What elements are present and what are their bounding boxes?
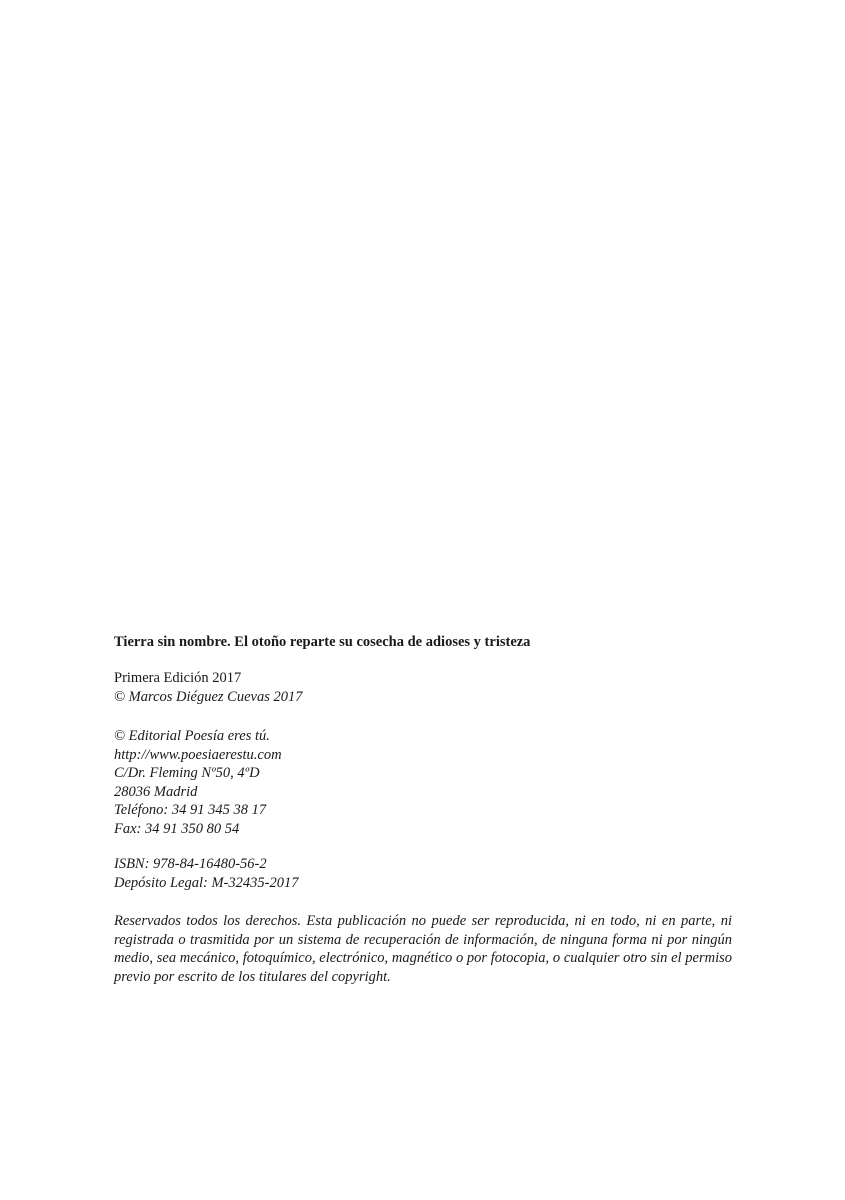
publisher-block	[114, 727, 732, 838]
edition-block	[114, 669, 732, 706]
book-title: Tierra sin nombre. El otoño reparte su cosecha de adioses y tristeza	[114, 634, 531, 650]
publisher-name: © Editorial Poesía eres tú.	[114, 728, 270, 744]
publisher-fax: Fax: 34 91 350 80 54	[114, 820, 240, 837]
publisher-phone: Teléfono: 34 91 345 38 17	[114, 802, 267, 818]
publisher-address-city: 28036 Madrid	[114, 783, 198, 800]
isbn-line: ISBN: 978-84-16480-56-2	[114, 856, 267, 872]
edition-line: Primera Edición 2017	[114, 670, 242, 686]
publisher-website: http://www.poesiaerestu.com	[114, 746, 282, 763]
publisher-address-street: C/Dr. Fleming Nº50, 4ºD	[114, 765, 260, 781]
legal-deposit-line: Depósito Legal: M-32435-2017	[114, 874, 299, 891]
rights-notice: Reservados todos los derechos. Esta publicación no puede ser reproducida, ni en todo, ni en parte, ni registrada o trasmitida por un sistema de recuperación de información, de ninguna forma ni por ningún medio, sea mecánico, fotoquímico, electrónico, magnético o por fotocopia, o cualquier otro sin el permiso previo por escrito de los titulares del copyright.	[114, 913, 732, 985]
author-copyright: © Marcos Diéguez Cuevas 2017	[114, 688, 303, 705]
legal-block	[114, 855, 732, 892]
